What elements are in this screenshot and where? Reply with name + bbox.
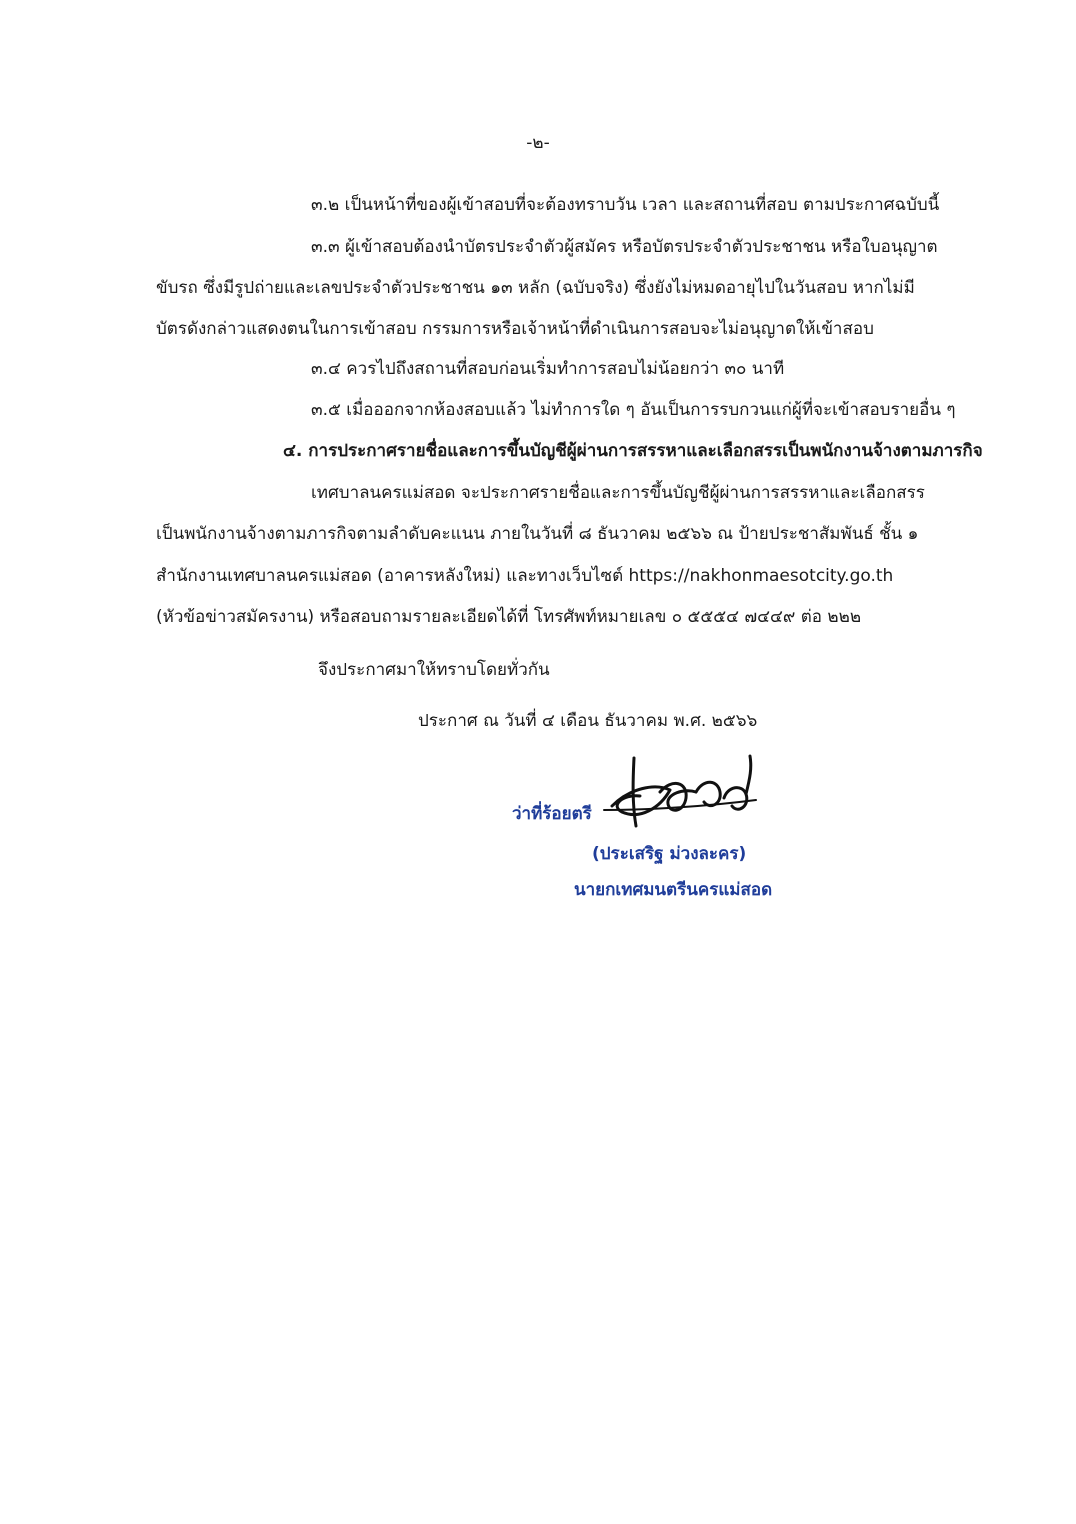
paragraph-3-4: ๓.๔ ควรไปถึงสถานที่สอบก่อนเริ่มทำการสอบไม่น้อยกว่า ๓๐ นาที: [311, 359, 785, 379]
signatory-position: นายกเทศมนตรีนครแม่สอด: [574, 880, 773, 900]
paragraph-3-3-line-1: ๓.๓ ผู้เข้าสอบต้องนำบัตรประจำตัวผู้สมัคร หรือบัตรประจำตัวประชาชน หรือใบอนุญาต: [311, 237, 938, 257]
closing-sentence: จึงประกาศมาให้ทราบโดยทั่วกัน: [318, 660, 550, 680]
announcement-date: ประกาศ ณ วันที่ ๔ เดือน ธันวาคม พ.ศ. ๒๕๖๖: [418, 711, 758, 731]
page-number: -๒-: [526, 133, 550, 153]
paragraph-3-5: ๓.๕ เมื่อออกจากห้องสอบแล้ว ไม่ทำการใด ๆ อันเป็นการรบกวนแก่ผู้ที่จะเข้าสอบรายอื่น ๆ: [311, 400, 956, 420]
paragraph-4-line-3: สำนักงานเทศบาลนครแม่สอด (อาคารหลังใหม่) และทางเว็บไซต์ https://nakhonmaesotcity.go.th: [156, 566, 894, 586]
paragraph-4-line-4: (หัวข้อข่าวสมัครงาน) หรือสอบถามรายละเอียดได้ที่ โทรศัพท์หมายเลข ๐ ๕๕๕๔ ๗๔๔๙ ต่อ ๒๒๒: [156, 607, 862, 627]
paragraph-3-2: ๓.๒ เป็นหน้าที่ของผู้เข้าสอบที่จะต้องทราบวัน เวลา และสถานที่สอบ ตามประกาศฉบับนี้: [311, 195, 940, 215]
section-4-heading: ๔. การประกาศรายชื่อและการขึ้นบัญชีผู้ผ่านการสรรหาและเลือกสรรเป็นพนักงานจ้างตามภารกิจ: [283, 441, 983, 461]
paragraph-3-3-line-3: บัตรดังกล่าวแสดงตนในการเข้าสอบ กรรมการหรือเจ้าหน้าที่ดำเนินการสอบจะไม่อนุญาตให้เข้าสอบ: [156, 319, 874, 339]
signatory-name: (ประเสริฐ ม่วงละคร): [592, 844, 747, 864]
signatory-rank: ว่าที่ร้อยตรี: [512, 804, 592, 824]
paragraph-4-line-1: เทศบาลนครแม่สอด จะประกาศรายชื่อและการขึ้นบัญชีผู้ผ่านการสรรหาและเลือกสรร: [311, 483, 925, 503]
paragraph-3-3-line-2: ขับรถ ซึ่งมีรูปถ่ายและเลขประจำตัวประชาชน ๑๓ หลัก (ฉบับจริง) ซึ่งยังไม่หมดอายุไปในวันสอบ หากไม่มี: [156, 278, 915, 298]
paragraph-4-line-2: เป็นพนักงานจ้างตามภารกิจตามลำดับคะแนน ภายในวันที่ ๘ ธันวาคม ๒๕๖๖ ณ ป้ายประชาสัมพันธ์ ชั้น ๑: [156, 524, 919, 544]
